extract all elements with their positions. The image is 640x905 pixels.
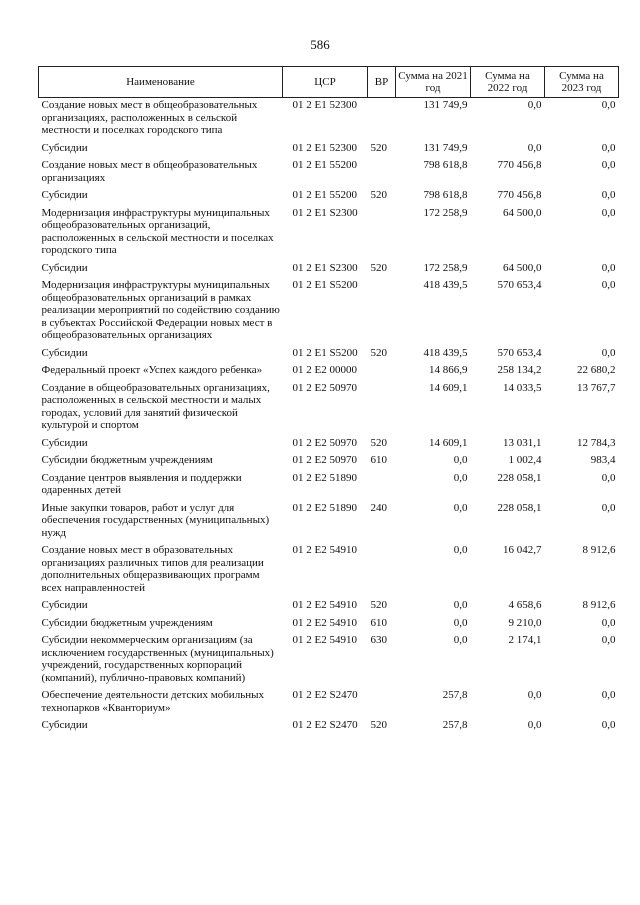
cell-sum-2021: 798 618,8 [423,189,468,201]
cell-vr: 520 [370,189,387,201]
table-row [39,436,619,454]
cell-vr [368,381,396,436]
table-row [39,471,619,501]
cell-csr: 01 2 E2 50970 [292,381,357,394]
cell-csr: 01 2 E1 52300 [292,99,357,111]
cell-sum-2021: 0,0 [453,454,468,466]
cell-csr: 01 2 E1 S2300 [292,206,358,219]
table-row [39,598,619,616]
cell-sum-2023: 0,0 [601,279,616,291]
table-row [39,158,619,188]
cell-name: Модернизация инфраструктуры муниципальных общеобразовательных организаций, расположенных в сельской местности и поселках городского типа [41,206,274,256]
table-body [39,98,619,736]
cell-sum-2021: 257,8 [442,719,468,731]
header-sum-2021: Сумма на 2021 год [396,67,471,98]
cell-sum-2022: 228 058,1 [497,501,542,514]
cell-csr: 01 2 E2 50970 [292,436,357,449]
cell-name: Создание новых мест в образовательных организациях различных типов для реализации дополнительных общеразвивающих программ всех направленностей [41,544,264,594]
cell-csr: 01 2 E1 55200 [292,189,357,201]
cell-sum-2021: 172 258,9 [423,261,468,274]
cell-name: Субсидии [41,261,88,274]
cell-sum-2022: 4 658,6 [508,599,542,611]
cell-name: Создание новых мест в общеобразовательных организациях, расположенных в сельской местности и поселках городского типа [41,99,258,136]
cell-sum-2021: 0,0 [453,634,468,646]
cell-sum-2022: 2 174,1 [508,634,542,646]
cell-sum-2023: 13 767,7 [577,381,616,394]
cell-sum-2023: 0,0 [601,99,616,111]
budget-table [38,66,619,736]
cell-sum-2022: 228 058,1 [497,471,542,484]
cell-name: Субсидии бюджетным учреждениям [41,616,213,629]
cell-sum-2022: 0,0 [527,719,542,731]
cell-sum-2022: 14 033,5 [503,381,542,394]
cell-sum-2022: 13 031,1 [503,436,542,449]
table-row [39,688,619,718]
cell-csr: 01 2 E2 51890 [292,471,357,484]
cell-name: Субсидии бюджетным учреждениям [41,454,213,466]
cell-csr: 01 2 E2 54910 [292,599,357,611]
cell-name: Субсидии [41,189,88,201]
table-row [39,453,619,471]
table-row [39,98,619,141]
cell-name: Обеспечение деятельности детских мобильных технопарков «Кванториум» [41,689,264,714]
cell-sum-2023: 0,0 [601,634,616,646]
cell-name: Субсидии [41,141,88,154]
cell-name: Субсидии [41,346,88,359]
cell-sum-2023: 0,0 [601,159,616,171]
cell-name: Субсидии некоммерческим организациям (за исключением государственных (муниципальных) учреждений, государственных корпораций (компаний), публично-правовых компаний) [41,634,274,684]
cell-csr: 01 2 E2 50970 [292,454,357,466]
cell-sum-2023: 0,0 [601,141,616,154]
cell-sum-2023: 8 912,6 [582,544,616,556]
cell-name: Субсидии [41,719,88,731]
table-row [39,381,619,436]
cell-sum-2023: 22 680,2 [577,364,616,376]
header-name: Наименование [39,67,283,98]
cell-name: Субсидии [41,436,88,449]
table-row [39,261,619,279]
cell-sum-2023: 983,4 [590,454,616,466]
cell-sum-2022: 0,0 [527,689,542,701]
cell-sum-2023: 0,0 [601,501,616,514]
table-row [39,616,619,634]
cell-sum-2021: 0,0 [453,501,468,514]
cell-vr [368,471,396,501]
cell-sum-2021: 14 866,9 [429,364,468,376]
cell-csr: 01 2 E1 S5200 [292,346,358,359]
table-row [39,346,619,364]
cell-sum-2023: 12 784,3 [577,436,616,449]
cell-sum-2021: 0,0 [453,616,468,629]
header-sum-2023: Сумма на 2023 год [545,67,619,98]
cell-sum-2023: 0,0 [601,189,616,201]
cell-csr: 01 2 E2 54910 [292,616,357,629]
cell-sum-2022: 570 653,4 [497,346,542,359]
cell-vr [368,278,396,346]
table-row [39,188,619,206]
cell-csr: 01 2 E2 54910 [292,544,357,556]
cell-vr [368,543,396,598]
cell-vr [368,98,396,141]
table-row [39,278,619,346]
page-number: 586 [310,37,330,52]
cell-sum-2021: 418 439,5 [423,279,468,291]
cell-sum-2022: 0,0 [527,99,542,111]
cell-vr [368,688,396,718]
cell-sum-2021: 14 609,1 [429,436,468,449]
cell-sum-2022: 770 456,8 [497,189,542,201]
cell-csr: 01 2 E2 51890 [292,501,357,514]
cell-name: Создание в общеобразовательных организациях, расположенных в сельской местности и малых городах, условий для занятий физической культурой и спортом [41,381,270,431]
cell-vr: 520 [370,599,387,611]
cell-vr: 610 [370,616,387,629]
header-csr: ЦСР [283,67,368,98]
cell-vr [368,363,396,381]
cell-name: Создание новых мест в общеобразовательных организациях [41,159,258,184]
cell-sum-2023: 0,0 [601,206,616,219]
cell-vr: 520 [370,346,387,359]
cell-sum-2022: 0,0 [527,141,542,154]
cell-csr: 01 2 E1 S2300 [292,261,358,274]
cell-name: Иные закупки товаров, работ и услуг для обеспечения государственных (муниципальных) нужд [41,501,270,539]
cell-sum-2023: 0,0 [601,616,616,629]
table-row [39,363,619,381]
table-row [39,206,619,261]
cell-csr: 01 2 E2 S2470 [292,719,358,731]
table-row [39,718,619,736]
cell-vr: 520 [370,719,387,731]
cell-name: Федеральный проект «Успех каждого ребенка» [41,364,263,376]
header-vr: ВР [368,67,396,98]
cell-sum-2023: 0,0 [601,261,616,274]
cell-sum-2021: 131 749,9 [423,141,468,154]
cell-sum-2021: 798 618,8 [423,159,468,171]
cell-sum-2022: 64 500,0 [503,206,542,219]
table-row [39,543,619,598]
cell-sum-2022: 570 653,4 [497,279,542,291]
cell-sum-2021: 131 749,9 [423,99,468,111]
cell-sum-2022: 770 456,8 [497,159,542,171]
cell-csr: 01 2 E2 00000 [292,364,357,376]
cell-csr: 01 2 E1 S5200 [292,279,358,291]
cell-sum-2021: 0,0 [453,471,468,484]
cell-csr: 01 2 E1 55200 [292,159,357,171]
cell-vr: 520 [370,141,387,154]
cell-csr: 01 2 E2 54910 [292,634,357,646]
cell-vr [368,206,396,261]
cell-sum-2023: 0,0 [601,719,616,731]
cell-vr: 630 [370,634,387,646]
cell-vr: 610 [370,454,387,466]
cell-sum-2022: 64 500,0 [503,261,542,274]
cell-sum-2021: 257,8 [442,689,468,701]
cell-sum-2023: 0,0 [601,471,616,484]
cell-vr: 520 [370,261,387,274]
table-row [39,141,619,159]
cell-sum-2022: 9 210,0 [508,616,542,629]
cell-vr: 520 [370,436,387,449]
header-sum-2022: Сумма на 2022 год [471,67,545,98]
table-header [39,67,619,98]
cell-sum-2022: 1 002,4 [508,454,542,466]
cell-csr: 01 2 E2 S2470 [292,689,358,701]
cell-name: Модернизация инфраструктуры муниципальных общеобразовательных организаций в рамках реализации мероприятий по содействию созданию в субъектах Российской Федерации новых мест в общеобразовательных организациях [41,279,280,341]
cell-sum-2022: 258 134,2 [497,364,542,376]
cell-sum-2023: 0,0 [601,346,616,359]
cell-vr [368,158,396,188]
cell-name: Субсидии [41,599,88,611]
cell-csr: 01 2 E1 52300 [292,141,357,154]
cell-sum-2023: 0,0 [601,689,616,701]
cell-vr: 240 [370,501,387,514]
cell-name: Создание центров выявления и поддержки одаренных детей [41,471,242,496]
cell-sum-2022: 16 042,7 [503,544,542,556]
cell-sum-2021: 0,0 [453,599,468,611]
cell-sum-2021: 14 609,1 [429,381,468,394]
cell-sum-2021: 418 439,5 [423,346,468,359]
cell-sum-2023: 8 912,6 [582,599,616,611]
table-row [39,633,619,688]
cell-sum-2021: 0,0 [453,544,468,556]
table-row [39,501,619,544]
cell-sum-2021: 172 258,9 [423,206,468,219]
